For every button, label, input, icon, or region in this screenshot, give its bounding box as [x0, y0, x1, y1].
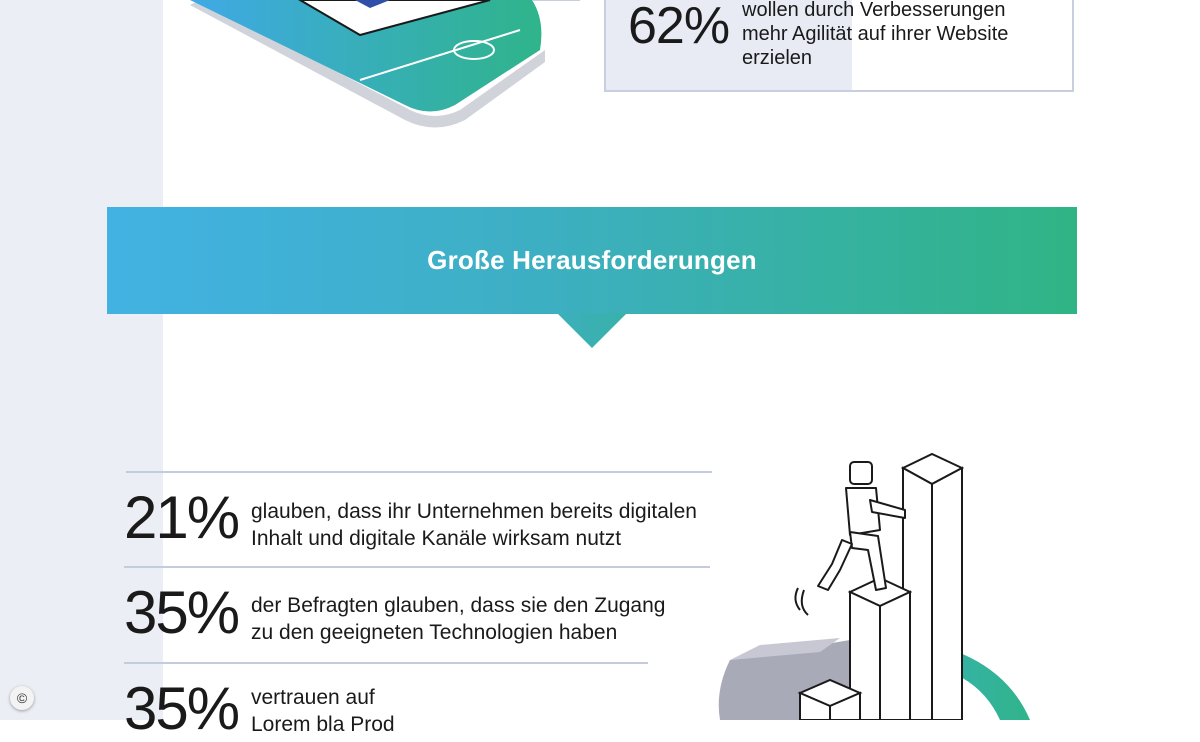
phone-illustration: [160, 0, 580, 140]
stat-line: glauben, dass ihr Unternehmen bereits digitalen: [251, 500, 697, 523]
top-stat-box: [604, 0, 1074, 92]
stat-text: [251, 498, 697, 552]
copyright-icon[interactable]: ©: [10, 686, 34, 710]
stat-percent: 21%: [124, 484, 239, 551]
stat-divider: [126, 471, 712, 473]
top-stat-text: [742, 0, 1008, 70]
stat-percent: 35%: [124, 675, 239, 742]
top-stat-percent: 62%: [628, 0, 730, 55]
stat-text: [251, 592, 665, 646]
stat-line: zu den geeigneten Technologien haben: [251, 621, 618, 644]
stat-text: [251, 684, 395, 738]
banner-notch: [557, 313, 627, 349]
climber-on-bar-towers-illustration: [700, 440, 1100, 720]
section-banner: [107, 207, 1077, 314]
stat-line: vertrauen auf: [251, 686, 375, 709]
stat-line: der Befragten glauben, dass sie den Zugang: [251, 594, 666, 617]
stat-percent: 35%: [124, 579, 239, 646]
stat-divider: [124, 566, 710, 568]
top-stat-line: erzielen: [742, 47, 813, 69]
top-stat-line: mehr Agilität auf ihrer Website: [742, 23, 1009, 45]
stat-line: Lorem bla Prod: [251, 713, 395, 736]
banner-title: Große Herausforderungen: [427, 245, 757, 275]
top-stat-line: wollen durch Verbesserungen: [742, 0, 1006, 21]
stat-divider: [124, 662, 648, 664]
stat-line: Inhalt und digitale Kanäle wirksam nutzt: [251, 527, 622, 550]
